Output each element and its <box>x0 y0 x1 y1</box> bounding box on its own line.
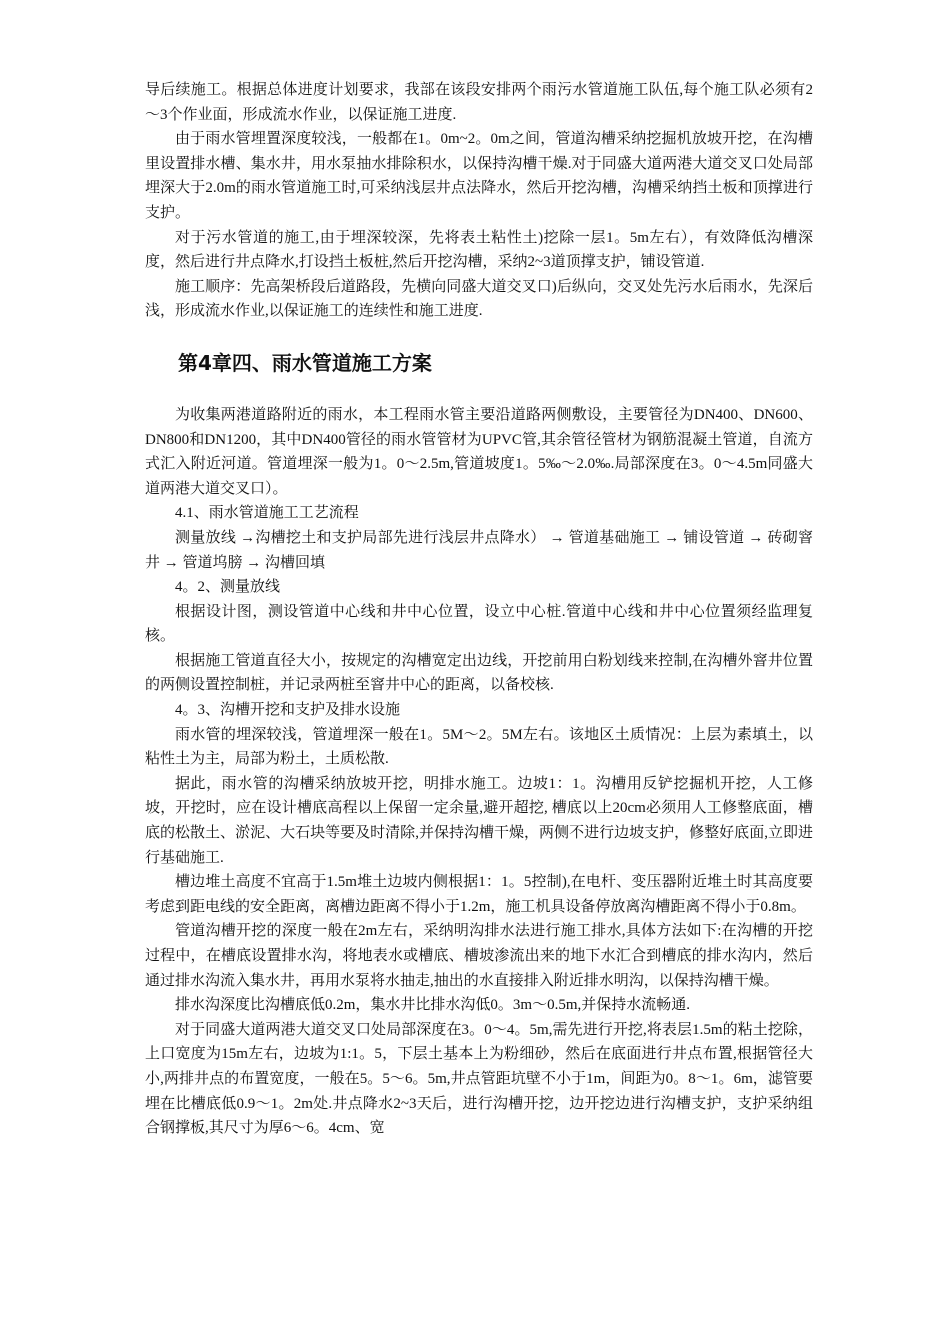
paragraph: 管道沟槽开挖的深度一般在2m左右，采纳明沟排水法进行施工排水,具体方法如下:在沟槽的开挖过程中，在槽底设置排水沟，将地表水或槽底、槽坡渗流出来的地下水汇合到槽底的排水沟内，然后通过排水沟流入集水井，再用水泵将水抽走,抽出的水直接排入附近排水明沟，以保持沟槽干燥。 <box>145 923 813 989</box>
paragraph: 槽边堆土高度不宜高于1.5m堆土边坡内侧根据1：1。5控制),在电杆、变压器附近堆土时其高度要考虑到距电线的安全距离，离槽边距离不得小于1.2m，施工机具设备停放离沟槽距离不得小于0.8m。 <box>145 874 813 915</box>
paragraph: 导后续施工。根据总体进度计划要求，我部在该段安排两个雨污水管道施工队伍,每个施工队必须有2～3个作业面，形成流水作业，以保证施工进度. <box>145 82 813 123</box>
paragraph: 雨水管的埋深较浅，管道埋深一般在1。5M～2。5M左右。该地区土质情况：上层为素填土，以粘性土为主，局部为粉土，土质松散. <box>145 726 813 768</box>
section-heading: 4。2、测量放线 <box>175 579 281 596</box>
paragraph: 由于雨水管埋置深度较浅，一般都在1。0m~2。0m之间，管道沟槽采纳挖掘机放坡开挖，在沟槽里设置排水槽、集水井，用水泵抽水排除积水，以保持沟槽干燥.对于同盛大道两港大道交叉口处局部埋深大于2.0m的雨水管道施工时,可采纳浅层井点法降水，然后开挖沟槽，沟槽采纳挡土板和顶撑进行支护。 <box>145 131 813 221</box>
section-heading: 4。3、沟槽开挖和支护及排水设施 <box>175 702 401 719</box>
process-flow: 测量放线 →沟槽挖土和支护局部先进行浅层井点降水） → 管道基础施工 → 铺设管道 → 砖砌窨井 → 管道坞膀 → 沟槽回填 <box>145 529 813 571</box>
paragraph: 根据设计图，测设管道中心线和井中心位置，设立中心桩.管道中心线和井中心位置须经监理复核。 <box>145 603 813 645</box>
chapter-heading: 第4章四、雨水管道施工方案 <box>178 350 432 375</box>
paragraph: 对于污水管道的施工,由于埋深较深，先将表土粘性土)挖除一层1。5m左右），有效降低沟槽深度，然后进行井点降水,打设挡土板桩,然后开挖沟槽，采纳2~3道顶撑支护，铺设管道. <box>145 229 813 271</box>
paragraph: 根据施工管道直径大小，按规定的沟槽宽定出边线，开挖前用白粉划线来控制,在沟槽外窨井位置的两侧设置控制桩，并记录两桩至窨井中心的距离，以备校核. <box>145 652 813 694</box>
paragraph: 据此，雨水管的沟槽采纳放坡开挖，明排水施工。边坡1：1。沟槽用反铲挖掘机开挖，人工修坡，开挖时，应在设计槽底高程以上保留一定余量,避开超挖, 槽底以上20cm必须用人工修整底面，槽底的松散土、淤泥、大石块等要及时清除,并保持沟槽干燥，两侧不进行边坡支护，修整好底面,立即进行基础施工. <box>145 775 813 866</box>
paragraph: 为收集两港道路附近的雨水，本工程雨水管主要沿道路两侧敷设，主要管径为DN400、DN600、DN800和DN1200，其中DN400管径的雨水管管材为UPVC管,其余管径管材为钢筋混凝土管道，自流方式汇入附近河道。管道埋深一般为1。0～2.5m,管道坡度1。5‰～2.0‰.局部深度在3。0～4.5m同盛大道两港大道交叉口）。 <box>145 406 813 497</box>
paragraph: 施工顺序：先高架桥段后道路段，先横向同盛大道交叉口)后纵向，交叉处先污水后雨水，先深后浅，形成流水作业,以保证施工的连续性和施工进度. <box>145 278 813 320</box>
paragraph: 对于同盛大道两港大道交叉口处局部深度在3。0～4。5m,需先进行开挖,将表层1.5m的粘土挖除，上口宽度为15m左右，边坡为1:1。5，下层土基本上为粉细砂，然后在底面进行井点布置,根据管径大小,两排井点的布置宽度，一般在5。5～6。5m,井点管距坑壁不小于1m，间距为0。8～1。6m，滤管要埋在比槽底低0.9～1。2m处.井点降水2~3天后，进行沟槽开挖，边开挖边进行沟槽支护，支护采纳组合钢撑板,其尺寸为厚6～6。4cm、宽 <box>145 1021 813 1137</box>
paragraph: 排水沟深度比沟槽底低0.2m，集水井比排水沟低0。3m～0.5m,并保持水流畅通. <box>175 997 691 1014</box>
document-body <box>145 78 813 1141</box>
section-heading: 4.1、雨水管道施工工艺流程 <box>175 505 359 522</box>
